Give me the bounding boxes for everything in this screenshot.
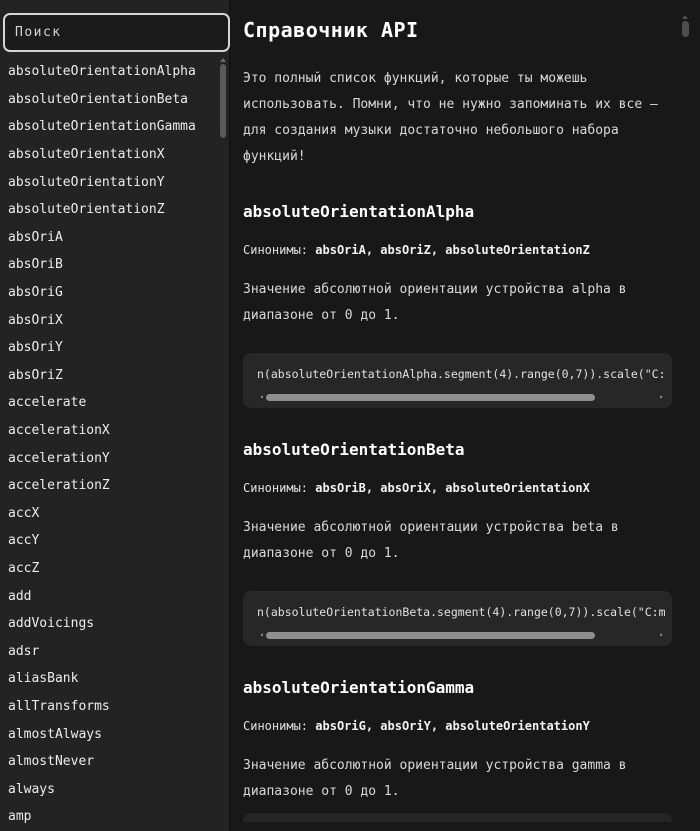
section-description: Значение абсолютной ориентации устройства gamma в диапазоне от 0 до 1. [243, 758, 627, 799]
sidebar-item-almostAlways[interactable]: almostAlways [8, 726, 102, 742]
horizontal-scrollbar-track[interactable] [266, 631, 657, 639]
sidebar-item-absoluteOrientationX[interactable]: absoluteOrientationX [8, 147, 165, 163]
sidebar [0, 0, 230, 831]
sidebar-item-absoluteOrientationY[interactable]: absoluteOrientationY [8, 174, 165, 190]
sidebar-item-amp[interactable]: amp [8, 809, 32, 825]
sidebar-item-adsr[interactable]: adsr [8, 643, 40, 659]
sidebar-item-absoluteOrientationAlpha[interactable]: absoluteOrientationAlpha [8, 64, 196, 80]
scroll-right-icon[interactable]: ▸ [659, 630, 664, 639]
scroll-left-icon[interactable]: ◂ [259, 630, 264, 639]
sidebar-item-add[interactable]: add [8, 588, 32, 604]
sidebar-item-accelerationY[interactable]: accelerationY [8, 450, 110, 466]
intro-paragraph: Это полный список функций, которые ты можешь использовать. Помни, что не нужно запоминать их все — для создания музыки достаточно небольшого набора функций! [243, 71, 658, 164]
horizontal-scrollbar-track[interactable] [266, 393, 657, 401]
sidebar-item-absOriX[interactable]: absOriX [8, 312, 63, 328]
sidebar-item-accY[interactable]: accY [8, 533, 40, 549]
sidebar-item-accelerationX[interactable]: accelerationX [8, 423, 110, 439]
sidebar-item-absoluteOrientationBeta[interactable]: absoluteOrientationBeta [8, 91, 189, 107]
sidebar-item-absoluteOrientationZ[interactable]: absoluteOrientationZ [8, 202, 165, 218]
scroll-up-icon[interactable] [682, 15, 688, 19]
section-heading-absoluteOrientationGamma: absoluteOrientationGamma [243, 678, 475, 697]
function-list [0, 58, 229, 830]
scroll-up-icon[interactable] [220, 58, 226, 62]
search-input[interactable] [3, 13, 230, 52]
section-heading-absoluteOrientationBeta: absoluteOrientationBeta [243, 440, 465, 459]
horizontal-scrollbar-thumb[interactable] [266, 394, 595, 401]
sidebar-item-absoluteOrientationGamma[interactable]: absoluteOrientationGamma [8, 119, 196, 135]
section-description: Значение абсолютной ориентации устройства alpha в диапазоне от 0 до 1. [243, 282, 627, 323]
synonyms-label: Синонимы: [243, 243, 309, 257]
sidebar-item-absOriG[interactable]: absOriG [8, 285, 63, 301]
scroll-right-icon[interactable]: ▸ [659, 392, 664, 401]
sidebar-item-accZ[interactable]: accZ [8, 560, 40, 576]
sidebar-item-aliasBank[interactable]: aliasBank [8, 671, 79, 687]
sidebar-item-almostNever[interactable]: almostNever [8, 754, 95, 770]
section-heading-absoluteOrientationAlpha: absoluteOrientationAlpha [243, 202, 475, 221]
page-title: Справочник API [243, 18, 419, 42]
code-example-block [243, 591, 672, 646]
sidebar-item-absOriA[interactable]: absOriA [8, 229, 63, 245]
sidebar-item-accX[interactable]: accX [8, 505, 40, 521]
code-example-block-partial [243, 813, 672, 822]
sidebar-scrollbar[interactable] [219, 58, 227, 138]
scroll-left-icon[interactable]: ◂ [259, 392, 264, 401]
synonyms-values: absOriA, absOriZ, absoluteOrientationZ [315, 243, 590, 257]
main-content [230, 0, 700, 831]
synonyms-values: absOriG, absOriY, absoluteOrientationY [315, 719, 590, 733]
horizontal-scrollbar[interactable] [257, 391, 666, 403]
sidebar-item-always[interactable]: always [8, 781, 55, 797]
code-example-block [243, 353, 672, 408]
synonyms-label: Синонимы: [243, 719, 309, 733]
synonyms-label: Синонимы: [243, 481, 309, 495]
synonyms-line [243, 243, 672, 257]
main-scrollbar-thumb[interactable] [682, 21, 689, 37]
sidebar-item-accelerationZ[interactable]: accelerationZ [8, 478, 110, 494]
sidebar-item-addVoicings[interactable]: addVoicings [8, 616, 95, 632]
synonyms-line [243, 719, 672, 733]
sidebar-item-absOriB[interactable]: absOriB [8, 257, 63, 273]
code-text[interactable]: n(absoluteOrientationBeta.segment(4).range(0,7)).scale("C:m [257, 605, 666, 619]
synonyms-line [243, 481, 672, 495]
section-description: Значение абсолютной ориентации устройства beta в диапазоне от 0 до 1. [243, 520, 619, 561]
code-text[interactable]: n(absoluteOrientationAlpha.segment(4).range(0,7)).scale("C: [257, 367, 666, 381]
main-scrollbar[interactable] [681, 15, 689, 37]
sidebar-item-absOriY[interactable]: absOriY [8, 340, 63, 356]
sidebar-scrollbar-thumb[interactable] [220, 64, 226, 138]
sidebar-item-accelerate[interactable]: accelerate [8, 395, 87, 411]
horizontal-scrollbar-thumb[interactable] [266, 632, 595, 639]
horizontal-scrollbar[interactable] [257, 629, 666, 641]
sidebar-item-allTransforms[interactable]: allTransforms [8, 698, 110, 714]
sidebar-item-absOriZ[interactable]: absOriZ [8, 367, 63, 383]
synonyms-values: absOriB, absOriX, absoluteOrientationX [315, 481, 590, 495]
